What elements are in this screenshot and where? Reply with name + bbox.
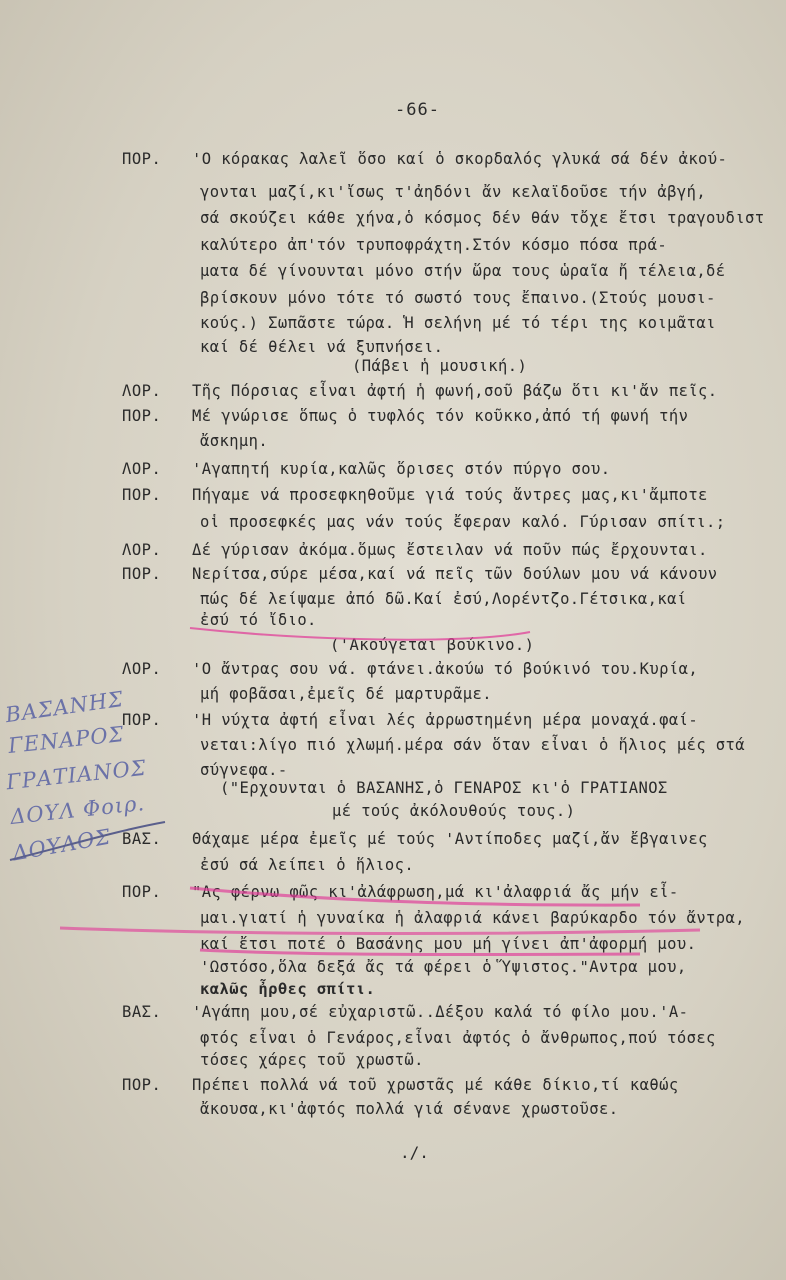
dialogue-line: 'Η νύχτα ἀφτή εἶναι λές ἀρρωστημένη μέρα μοναχά.φαί- xyxy=(192,711,699,729)
margin-note-4: ΔΟΥΛ Φοιρ. xyxy=(9,790,147,830)
dialogue-line: οἱ προσεφκές μας νάν τούς ἔφεραν καλό. Γύρισαν σπίτι.; xyxy=(200,513,726,531)
dialogue-line: Πήγαμε νά προσεφκηθοῦμε γιά τούς ἄντρες μας,κι'ἄμποτε xyxy=(192,486,708,504)
stage-direction: μέ τούς ἀκόλουθούς τους.) xyxy=(332,802,576,820)
dialogue-line: βρίσκουν μόνο τότε τό σωστό τους ἔπαινο.(Στούς μουσι- xyxy=(200,289,716,307)
dialogue-line: 'Αγαπητή κυρία,καλῶς ὅρισες στόν πύργο σου. xyxy=(192,460,611,478)
speaker-label: ΠΟΡ. xyxy=(122,711,162,729)
speaker-label: ΛΟΡ. xyxy=(122,460,162,478)
speaker-label: ΠΟΡ. xyxy=(122,565,162,583)
dialogue-line: Νερίτσα,σύρε μέσα,καί νά πεῖς τῶν δούλων μου νά κάνουν xyxy=(192,565,718,583)
dialogue-line: Δέ γύρισαν ἀκόμα.ὅμως ἔστειλαν νά ποῦν πώς ἔρχουνται. xyxy=(192,541,708,559)
dialogue-line: "Ας φέρνω φῶς κι'ἀλάφρωση,μά κι'ἀλαφριά ἄς μήν εἶ- xyxy=(192,883,679,901)
dialogue-line: 'Ωστόσο,ὅλα δεξά ἄς τά φέρει ὁ Ὕψιστος."Αντρα μου, xyxy=(200,958,687,976)
stage-direction: ('Ακούγεται βούκινο.) xyxy=(330,636,535,654)
speaker-label: ΠΟΡ. xyxy=(122,883,162,901)
dialogue-line: ἄκουσα,κι'ἀφτός πολλά γιά σένανε χρωστοῦσε. xyxy=(200,1100,619,1118)
page-number: -66- xyxy=(395,100,440,120)
dialogue-line: φτός εἶναι ὁ Γενάρος,εἶναι ἀφτός ὁ ἄνθρωπος,πού τόσες xyxy=(200,1029,716,1047)
speaker-label: ΠΟΡ. xyxy=(122,407,162,425)
dialogue-line: 'Ο κόρακας λαλεῖ ὅσο καί ὁ σκορδαλός γλυκά σά δέν ἀκού- xyxy=(192,150,728,168)
speaker-label: ΠΟΡ. xyxy=(122,150,162,168)
margin-note-3: ΓΡΑΤΙΑΝΟΣ xyxy=(5,755,148,795)
stage-direction: ("Ερχουνται ὁ ΒΑΣΑΝΗΣ,ὁ ΓΕΝΑΡΟΣ κι'ὁ ΓΡΑΤΙΑΝΟΣ xyxy=(220,779,668,797)
speaker-label: ΒΑΣ. xyxy=(122,830,162,848)
margin-note-2: ΓΕΝΑΡΟΣ xyxy=(7,721,126,759)
margin-note-5: ΔΟΥΛΟΣ xyxy=(10,824,113,866)
dialogue-line: μαι.γιατί ἡ γυναίκα ἡ ἀλαφριά κάνει βαρύκαρδο τόν ἄντρα, xyxy=(200,909,745,927)
dialogue-line: καί ἔτσι ποτέ ὁ Βασάνης μου μή γίνει ἀπ'ἀφορμή μου. xyxy=(200,935,697,953)
dialogue-line: καλύτερο ἀπ'τόν τρυποφράχτη.Στόν κόσμο πόσα πρά- xyxy=(200,236,668,254)
dialogue-line: καί δέ θέλει νά ξυπνήσει. xyxy=(200,338,444,356)
speaker-label: ΛΟΡ. xyxy=(122,660,162,678)
margin-note-1: ΒΑΣΑΝΗΣ xyxy=(3,686,126,728)
dialogue-line: καλῶς ἦρθες σπίτι. xyxy=(200,980,376,998)
dialogue-line: Μέ γνώρισε ὅπως ὁ τυφλός τόν κοῦκκο,ἀπό τή φωνή τήν xyxy=(192,407,689,425)
dialogue-line: ματα δέ γίνουνται μόνο στήν ὥρα τους ὡραῖα ἤ τέλεια,δέ xyxy=(200,262,726,280)
stage-direction: (Πάβει ἡ μουσική.) xyxy=(352,357,528,375)
dialogue-line: γονται μαζί,κι'ἴσως τ'ἀηδόνι ἄν κελαϊδοῦσε τήν ἀβγή, xyxy=(200,183,707,201)
dialogue-line: Θάχαμε μέρα ἐμεῖς μέ τούς 'Αντίποδες μαζί,ἄν ἔβγαινες xyxy=(192,830,708,848)
dialogue-line: μή φοβᾶσαι,ἐμεῖς δέ μαρτυρᾶμε. xyxy=(200,685,492,703)
ending-mark: ./. xyxy=(400,1143,429,1162)
dialogue-line: σά σκούζει κάθε χήνα,ὁ κόσμος δέν θάν τὄχε ἔτσι τραγουδιστ xyxy=(200,209,765,227)
dialogue-line: τόσες χάρες τοῦ χρωστῶ. xyxy=(200,1051,424,1069)
dialogue-line: ἄσκημη. xyxy=(200,432,269,450)
speaker-label: ΛΟΡ. xyxy=(122,541,162,559)
dialogue-line: κούς.) Σωπᾶστε τώρα. Ἡ σελήνη μέ τό τέρι της κοιμᾶται xyxy=(200,314,716,332)
highlight-stroke-2 xyxy=(60,928,700,934)
dialogue-line: σύγνεφα.- xyxy=(200,761,288,779)
speaker-label: ΒΑΣ. xyxy=(122,1003,162,1021)
dialogue-line: ἐσύ τό ἴδιο. xyxy=(200,611,317,629)
dialogue-line: 'Αγάπη μου,σέ εὐχαριστῶ..Δέξου καλά τό φίλο μου.'Α- xyxy=(192,1003,689,1021)
dialogue-line: Πρέπει πολλά νά τοῦ χρωστᾶς μέ κάθε δίκιο,τί καθώς xyxy=(192,1076,679,1094)
speaker-label: ΛΟΡ. xyxy=(122,382,162,400)
dialogue-line: 'Ο ἄντρας σου νά. φτάνει.ἀκούω τό βούκινό του.Κυρία, xyxy=(192,660,699,678)
dialogue-line: νεται:λίγο πιό χλωμή.μέρα σάν ὅταν εἶναι ὁ ἥλιος μές στά xyxy=(200,736,745,754)
dialogue-line: ἐσύ σά λείπει ὁ ἥλιος. xyxy=(200,856,415,874)
dialogue-line: πώς δέ λείψαμε ἀπό δῶ.Καί ἐσύ,Λορέντζο.Γέτσικα,καί xyxy=(200,590,687,608)
dialogue-line: Τῆς Πόρσιας εἶναι ἀφτή ἡ φωνή,σοῦ βάζω ὅτι κι'ἄν πεῖς. xyxy=(192,382,718,400)
speaker-label: ΠΟΡ. xyxy=(122,486,162,504)
speaker-label: ΠΟΡ. xyxy=(122,1076,162,1094)
